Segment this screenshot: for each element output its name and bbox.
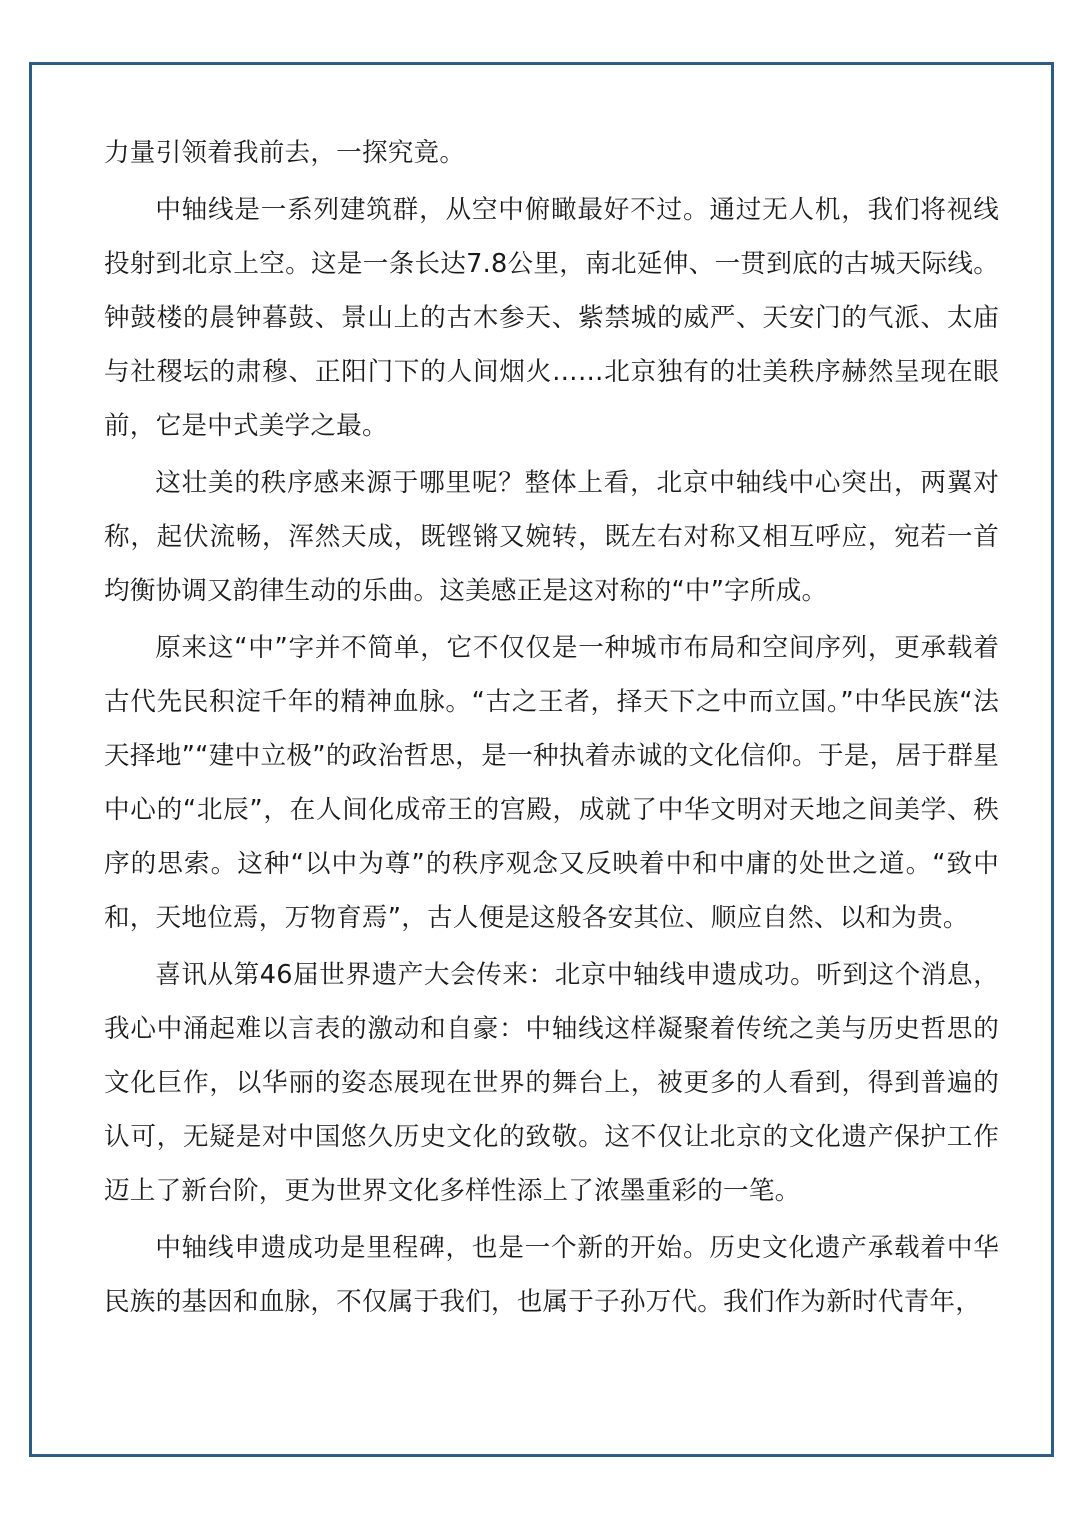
paragraph-world-heritage-news: 喜讯从第46届世界遗产大会传来：北京中轴线申遗成功。听到这个消息，我心中涌起难以言表的激动和自豪：中轴线这样凝聚着传统之美与历史哲思的文化巨作，以华丽的姿态展现在世界的舞台上，被更多的人看到，得到普遍的认可，无疑是对中国悠久历史文化的致敬。这不仅让北京的文化遗产保护工作迈上了新台阶，更为世界文化多样性添上了浓墨重彩的一笔。: [104, 960, 999, 1206]
paragraph-meaning-of-zhong: 原来这“中”字并不简单，它不仅仅是一种城市布局和空间序列，更承载着古代先民积淀千年的精神血脉。“古之王者，择天下之中而立国。”中华民族“法天择地”“建中立极”的政治哲思，是一种执着赤诚的文化信仰。于是，居于群星中心的“北辰”，在人间化成帝王的宫殿，成就了中华文明对天地之间美学、秩序的思索。这种“以中为尊”的秩序观念又反映着中和中庸的处世之道。“致中和，天地位焉，万物育焉”，古人便是这般各安其位、顺应自然、以和为贵。: [104, 633, 999, 933]
paragraph-new-beginning: 中轴线申遗成功是里程碑，也是一个新的开始。历史文化遗产承载着中华民族的基因和血脉，不仅属于我们，也属于子孙万代。我们作为新时代青年，: [104, 1233, 999, 1317]
paragraph-axis-aerial-view: 中轴线是一系列建筑群，从空中俯瞰最好不过。通过无人机，我们将视线投射到北京上空。这是一条长达7.8公里，南北延伸、一贯到底的古城天际线。钟鼓楼的晨钟暮鼓、景山上的古木参天、紫禁城的威严、天安门的气派、太庙与社稷坛的肃穆、正阳门下的人间烟火……北京独有的壮美秩序赫然呈现在眼前，它是中式美学之最。: [104, 195, 999, 441]
paragraph-continuation: 力量引领着我前去，一探究竟。: [104, 138, 466, 168]
essay-body: [104, 126, 999, 1332]
paragraph-order-source: 这壮美的秩序感来源于哪里呢？整体上看，北京中轴线中心突出，两翼对称，起伏流畅，浑然天成，既铿锵又婉转，既左右对称又相互呼应，宛若一首均衡协调又韵律生动的乐曲。这美感正是这对称的“中”字所成。: [104, 468, 999, 606]
